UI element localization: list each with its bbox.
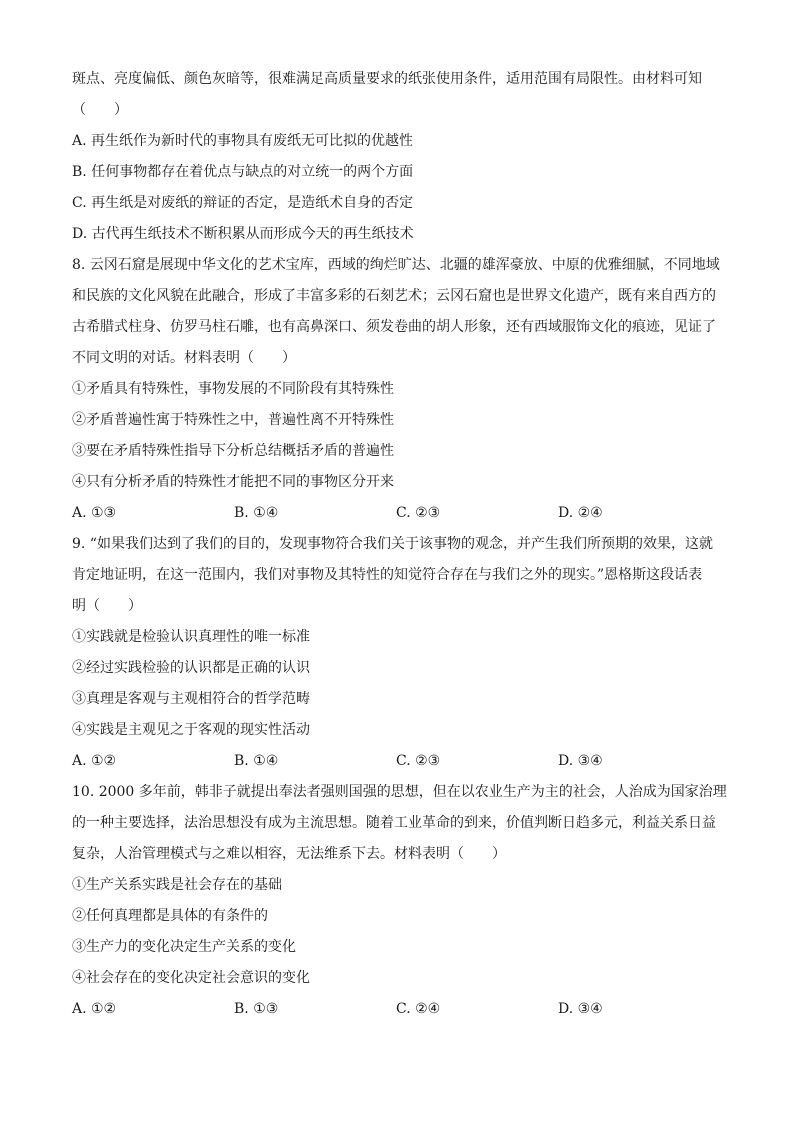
choice-c: C. ②③ (396, 505, 441, 521)
question-text-line: 斑点、亮度偏低、颜色灰暗等，很难满足高质量要求的纸张使用条件，适用范围有局限性。由材料可知 (72, 71, 702, 87)
question-text-line: 8. 云冈石窟是展现中华文化的艺术宝库，西域的绚烂旷达、北疆的雄浑豪放、中原的优雅细腻，不同地域 (72, 257, 720, 273)
question-text-line: 10. 2000 多年前，韩非子就提出奉法者强则国强的思想，但在以农业生产为主的社会，人治成为国家治理 (72, 784, 727, 800)
question-10 (72, 777, 727, 1025)
choice-d: D. ②④ (558, 505, 603, 521)
question-text-line: 复杂，人治管理模式与之难以相容，无法维系下去。材料表明（ ） (72, 846, 506, 862)
choice-b: B. ①④ (234, 753, 279, 769)
question-text-line: 明（ ） (72, 598, 142, 614)
exam-page (72, 64, 727, 1025)
option-c: C. 再生纸是对废纸的辩证的否定，是造纸术自身的否定 (72, 195, 414, 211)
question-text-line: 和民族的文化风貌在此融合，形成了丰富多彩的石刻艺术；云冈石窟也是世界文化遗产，既有来自西方的 (72, 288, 716, 304)
statement-2: ②经过实践检验的认识都是正确的认识 (72, 660, 310, 676)
choice-d: D. ③④ (558, 1001, 603, 1017)
choice-a: A. ①② (72, 753, 117, 769)
choice-c: C. ②④ (396, 1001, 441, 1017)
statement-2: ②任何真理都是具体的有条件的 (72, 908, 268, 924)
statement-3: ③生产力的变化决定生产关系的变化 (72, 939, 296, 955)
question-text-line: 不同文明的对话。材料表明（ ） (72, 350, 296, 366)
statement-1: ①生产关系实践是社会存在的基础 (72, 877, 282, 893)
choice-b: B. ①④ (234, 505, 279, 521)
answer-bracket: （ ） (72, 102, 128, 118)
choice-c: C. ②③ (396, 753, 441, 769)
choice-a: A. ①② (72, 1001, 117, 1017)
statement-4: ④实践是主观见之于客观的现实性活动 (72, 722, 310, 738)
choice-b: B. ①③ (234, 1001, 279, 1017)
answer-choices (72, 498, 724, 529)
question-text-line: 9. “如果我们达到了我们的目的，发现事物符合我们关于该事物的观念，并产生我们所预期的效果，这就 (72, 536, 713, 552)
answer-choices (72, 994, 724, 1025)
statement-4: ④只有分析矛盾的特殊性才能把不同的事物区分开来 (72, 474, 394, 490)
choice-a: A. ①③ (72, 505, 117, 521)
statement-2: ②矛盾普遍性寓于特殊性之中，普遍性离不开特殊性 (72, 412, 394, 428)
statement-3: ③真理是客观与主观相符合的哲学范畴 (72, 691, 310, 707)
option-b: B. 任何事物都存在着优点与缺点的对立统一的两个方面 (72, 164, 414, 180)
statement-4: ④社会存在的变化决定社会意识的变化 (72, 970, 310, 986)
question-text-line: 的一种主要选择，法治思想没有成为主流思想。随着工业革命的到来，价值判断日趋多元，利益关系日益 (72, 815, 716, 831)
question-7-continuation (72, 64, 724, 250)
statement-1: ①矛盾具有特殊性，事物发展的不同阶段有其特殊性 (72, 381, 394, 397)
choice-d: D. ③④ (558, 753, 603, 769)
question-text-line: 古希腊式柱身、仿罗马柱石雕，也有高鼻深口、须发卷曲的胡人形象，还有西域服饰文化的痕迹，见证了 (72, 319, 716, 335)
answer-choices (72, 746, 724, 777)
question-text-line: 肯定地证明，在这一范围内，我们对事物及其特性的知觉符合存在与我们之外的现实。”恩格斯这段话表 (72, 567, 703, 583)
statement-3: ③要在矛盾特殊性指导下分析总结概括矛盾的普遍性 (72, 443, 394, 459)
question-8 (72, 250, 724, 529)
question-9 (72, 529, 724, 777)
statement-1: ①实践就是检验认识真理性的唯一标准 (72, 629, 310, 645)
option-d: D. 古代再生纸技术不断积累从而形成今天的再生纸技术 (72, 226, 414, 242)
option-a: A. 再生纸作为新时代的事物具有废纸无可比拟的优越性 (72, 133, 414, 149)
